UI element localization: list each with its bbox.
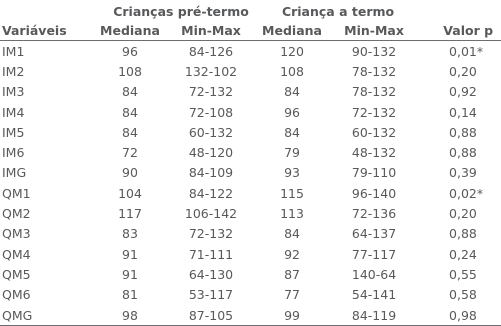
column-header-minmax-term: Min-Max xyxy=(330,19,418,41)
table-row xyxy=(0,82,501,102)
mediana-preterm-cell: 81 xyxy=(122,287,138,303)
mediana-preterm-cell: 72 xyxy=(122,145,138,161)
valor-p-cell: 0,88 xyxy=(449,226,477,242)
column-header-variaveis: Variáveis xyxy=(0,19,92,41)
mediana-term-cell: 77 xyxy=(284,287,300,303)
valor-p-cell-wrapper xyxy=(418,224,501,244)
mediana-term-cell: 87 xyxy=(284,266,300,282)
table-body xyxy=(0,41,501,326)
mediana-preterm-cell: 91 xyxy=(122,246,138,262)
mediana-preterm-cell: 91 xyxy=(122,266,138,282)
valor-p-cell: 0,92 xyxy=(449,84,477,100)
variable-name-cell: QMG xyxy=(0,305,92,326)
table-row xyxy=(0,163,501,183)
table-row xyxy=(0,203,501,223)
table-row xyxy=(0,61,501,81)
mediana-preterm-cell: 83 xyxy=(122,226,138,242)
variable-name-cell: QM1 xyxy=(2,185,31,201)
valor-p-cell: 0,02* xyxy=(449,185,484,201)
mediana-term-cell: 108 xyxy=(280,63,304,79)
variable-name-cell: IM5 xyxy=(2,124,25,140)
variable-name-cell: IMG xyxy=(2,165,27,181)
mediana-term-cell: 92 xyxy=(284,246,300,262)
mediana-term-cell: 113 xyxy=(280,206,304,222)
valor-p-cell-wrapper xyxy=(418,264,501,284)
variable-name-cell: QM2 xyxy=(2,206,31,222)
mediana-preterm-cell: 98 xyxy=(92,305,168,326)
mediana-preterm-cell: 90 xyxy=(122,165,138,181)
table-header xyxy=(0,0,501,41)
minmax-preterm-cell: 48-120 xyxy=(188,145,234,161)
variable-name-cell: IM3 xyxy=(2,84,25,100)
minmax-preterm-cell: 60-132 xyxy=(188,124,234,140)
variable-name-cell: QM4 xyxy=(2,246,31,262)
table-row xyxy=(0,122,501,142)
valor-p-cell-wrapper xyxy=(418,41,501,62)
table-row xyxy=(0,244,501,264)
minmax-term-cell: 79-110 xyxy=(351,165,397,181)
variable-name-cell: IM6 xyxy=(2,145,25,161)
minmax-term-cell: 54-141 xyxy=(351,287,397,303)
valor-p-cell-wrapper xyxy=(418,142,501,162)
valor-p-cell: 0,20 xyxy=(449,63,477,79)
minmax-preterm-cell: 72-132 xyxy=(188,84,234,100)
mediana-preterm-cell: 84 xyxy=(122,84,138,100)
variable-name-cell: IM2 xyxy=(2,63,25,79)
minmax-preterm-cell: 71-111 xyxy=(188,246,234,262)
column-header-valor-p: Valor p xyxy=(418,19,501,41)
valor-p-cell-wrapper xyxy=(418,122,501,142)
column-header-mediana-term: Mediana xyxy=(254,19,330,41)
table-row xyxy=(0,102,501,122)
group-header-spacer xyxy=(0,0,92,19)
table-row xyxy=(0,41,501,62)
valor-p-cell: 0,55 xyxy=(449,266,477,282)
valor-p-cell: 0,14 xyxy=(449,104,477,120)
valor-p-cell: 0,88 xyxy=(449,145,477,161)
mediana-term-cell: 84 xyxy=(284,84,300,100)
group-header-spacer-right xyxy=(418,0,501,19)
group-header-row xyxy=(0,0,501,19)
valor-p-cell: 0,20 xyxy=(449,206,477,222)
mediana-preterm-cell: 84 xyxy=(122,104,138,120)
minmax-term-cell: 64-137 xyxy=(351,226,397,242)
table-row xyxy=(0,142,501,162)
minmax-term-cell: 48-132 xyxy=(351,145,397,161)
valor-p-cell: 0,88 xyxy=(449,124,477,140)
minmax-term-cell: 78-132 xyxy=(351,63,397,79)
mediana-term-cell: 120 xyxy=(280,43,304,59)
valor-p-cell: 0,58 xyxy=(449,287,477,303)
minmax-term-cell: 90-132 xyxy=(351,43,397,59)
valor-p-cell-wrapper xyxy=(418,183,501,203)
valor-p-cell-wrapper xyxy=(418,163,501,183)
mediana-term-cell: 93 xyxy=(284,165,300,181)
minmax-term-cell: 96-140 xyxy=(351,185,397,201)
mediana-preterm-cell: 84 xyxy=(122,124,138,140)
variable-name-cell: QM3 xyxy=(2,226,31,242)
mediana-preterm-cell: 96 xyxy=(122,43,138,59)
mediana-preterm-cell: 108 xyxy=(118,63,142,79)
minmax-preterm-cell: 132-102 xyxy=(184,63,238,79)
valor-p-cell-wrapper xyxy=(418,305,501,326)
valor-p-cell-wrapper xyxy=(418,285,501,305)
mediana-preterm-cell: 117 xyxy=(118,206,142,222)
mediana-term-cell: 84 xyxy=(284,124,300,140)
column-header-row xyxy=(0,19,501,41)
minmax-term-cell: 72-136 xyxy=(351,206,397,222)
group-header-term: Criança a termo xyxy=(281,4,395,19)
variable-name-cell: IM4 xyxy=(2,104,25,120)
valor-p-cell-wrapper xyxy=(418,61,501,81)
valor-p-cell-wrapper xyxy=(418,82,501,102)
valor-p-cell: 0,24 xyxy=(449,246,477,262)
column-header-mediana-preterm: Mediana xyxy=(92,19,168,41)
mediana-term-cell: 99 xyxy=(254,305,330,326)
valor-p-cell-wrapper xyxy=(418,102,501,122)
table-row xyxy=(0,264,501,284)
minmax-preterm-cell: 84-109 xyxy=(188,165,234,181)
table-row xyxy=(0,224,501,244)
minmax-term-cell: 77-117 xyxy=(351,246,397,262)
variable-name-cell: IM1 xyxy=(2,43,25,59)
mediana-term-cell: 115 xyxy=(280,185,304,201)
group-header-preterm: Crianças pré-termo xyxy=(113,4,249,19)
variable-name-cell: QM6 xyxy=(2,287,31,303)
table-row xyxy=(0,305,501,326)
variable-name-cell: QM5 xyxy=(2,266,31,282)
minmax-preterm-cell: 84-122 xyxy=(188,185,234,201)
valor-p-cell: 0,01* xyxy=(449,43,484,59)
minmax-preterm-cell: 64-130 xyxy=(188,266,234,282)
mediana-term-cell: 84 xyxy=(284,226,300,242)
minmax-term-cell: 140-64 xyxy=(351,266,397,282)
mediana-term-cell: 79 xyxy=(284,145,300,161)
mediana-term-cell: 96 xyxy=(284,104,300,120)
minmax-term-cell: 84-119 xyxy=(330,305,418,326)
column-header-minmax-preterm: Min-Max xyxy=(168,19,254,41)
table-row xyxy=(0,183,501,203)
valor-p-cell: 0,39 xyxy=(449,165,477,181)
mediana-preterm-cell: 104 xyxy=(118,185,142,201)
minmax-preterm-cell: 72-108 xyxy=(188,104,234,120)
minmax-term-cell: 72-132 xyxy=(351,104,397,120)
minmax-preterm-cell: 84-126 xyxy=(188,43,234,59)
minmax-preterm-cell: 53-117 xyxy=(188,287,234,303)
minmax-preterm-cell: 72-132 xyxy=(188,226,234,242)
minmax-term-cell: 60-132 xyxy=(351,124,397,140)
valor-p-cell-wrapper xyxy=(418,203,501,223)
minmax-preterm-cell: 87-105 xyxy=(168,305,254,326)
valor-p-cell: 0,98 xyxy=(449,307,477,323)
minmax-preterm-cell: 106-142 xyxy=(184,206,238,222)
minmax-term-cell: 78-132 xyxy=(351,84,397,100)
valor-p-cell-wrapper xyxy=(418,244,501,264)
table-row xyxy=(0,285,501,305)
